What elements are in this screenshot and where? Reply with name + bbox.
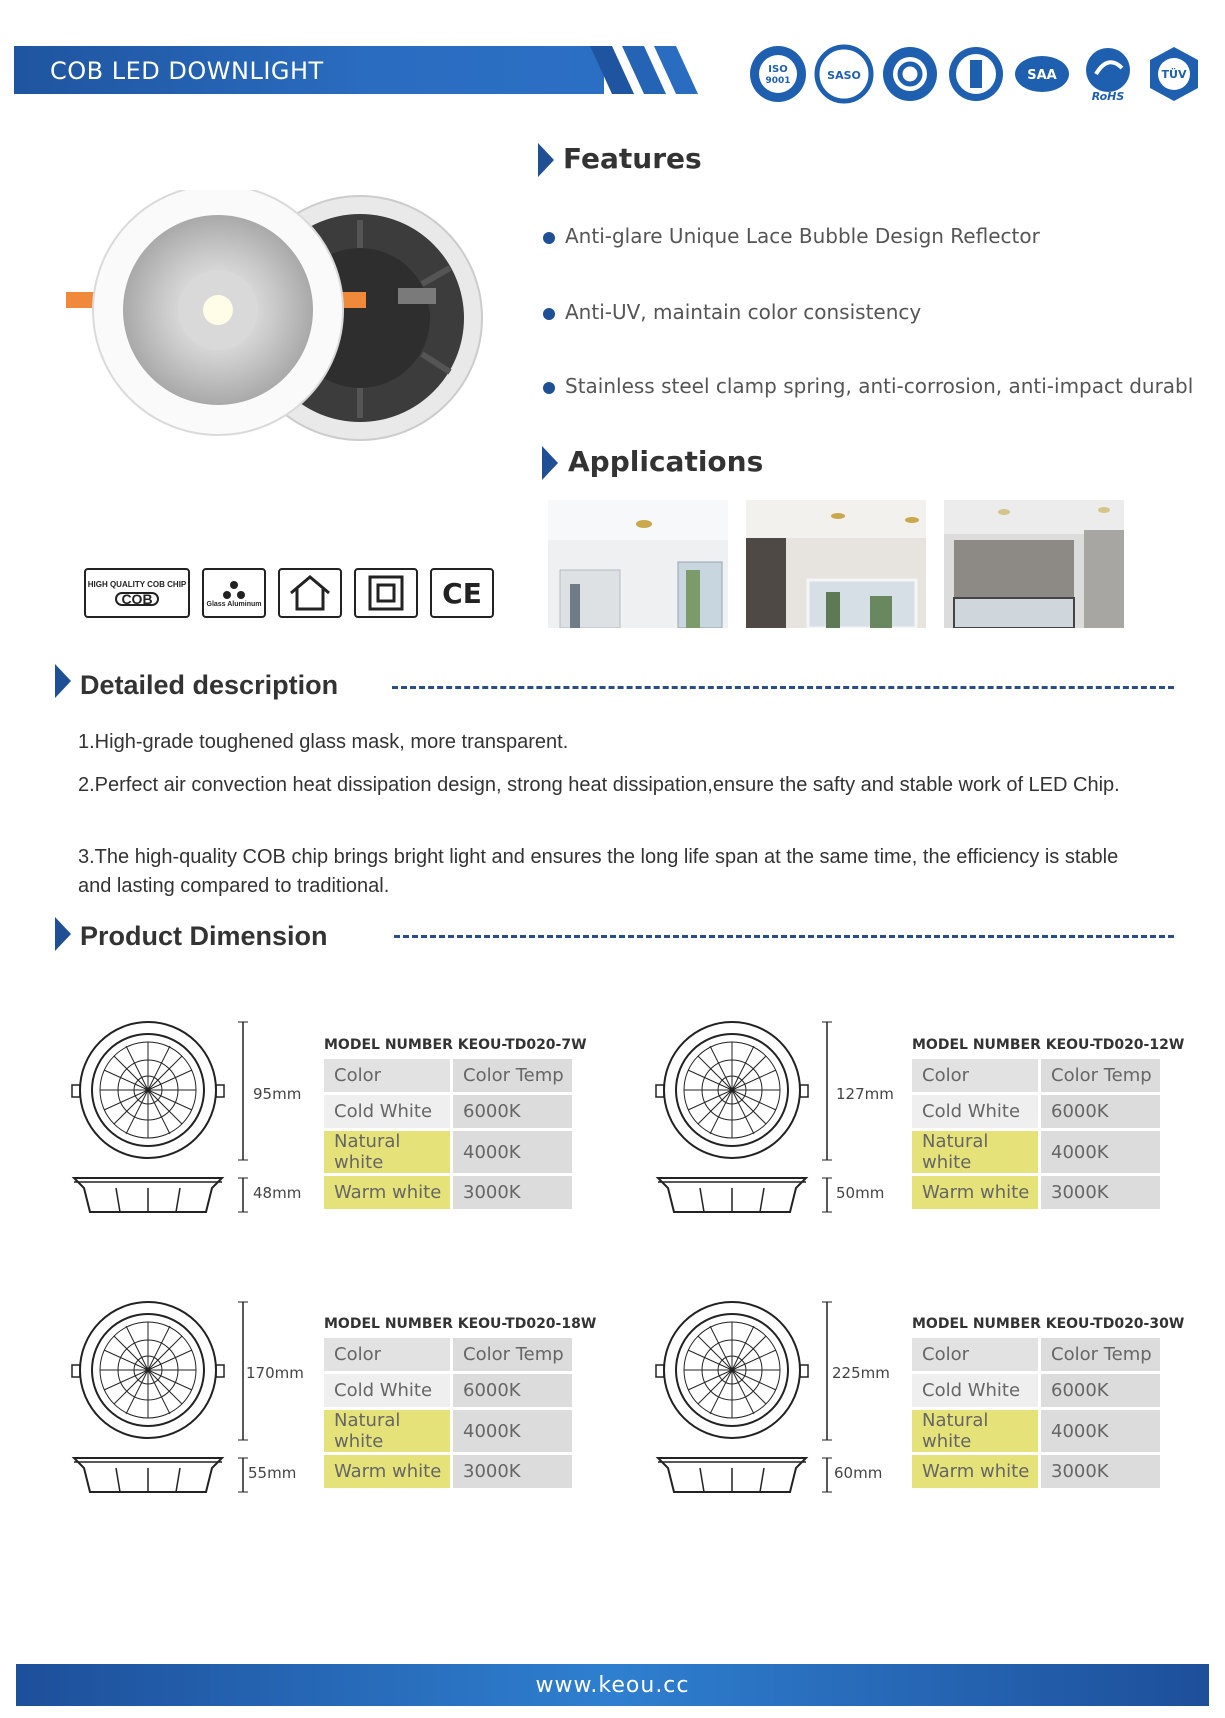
- downlight-drawing: [68, 1020, 248, 1220]
- bullet-icon: [543, 308, 555, 320]
- feature-item: Anti-UV, maintain color consistency: [543, 300, 921, 324]
- features-arrow-icon: [538, 143, 554, 177]
- svg-text:9001: 9001: [765, 76, 791, 86]
- dimension-arrows: [238, 1300, 248, 1500]
- height-label: 55mm: [248, 1464, 297, 1482]
- saa-icon: [1012, 44, 1072, 104]
- feature-item: Stainless steel clamp spring, anti-corrosion, anti-impact durabl: [543, 374, 1193, 398]
- model-number: MODEL NUMBER KEOU-TD020-30W: [912, 1316, 1185, 1332]
- description-item: 2.Perfect air convection heat dissipation design, strong heat dissipation,ensure the safty and stable work of LED Chip.: [78, 774, 1120, 796]
- description-item: 3.The high-quality COB chip brings bright light and ensures the long life span at the same time, the efficiency is stable and lasting compared to traditional.: [78, 846, 1119, 897]
- svg-text:ISO: ISO: [768, 64, 788, 75]
- height-label: 60mm: [834, 1464, 883, 1482]
- saso-icon: [814, 44, 874, 104]
- detailed-heading: Detailed description: [80, 670, 339, 700]
- dimension-arrows: [822, 1020, 832, 1220]
- double-insulation-icon: [354, 568, 418, 618]
- spec-table: Color Color Temp Cold White 6000K Natural white 4000K Warm white 3000K: [912, 1335, 1160, 1491]
- spec-table: Color Color Temp Cold White 6000K Natural white 4000K Warm white 3000K: [324, 1335, 572, 1491]
- application-photo: [746, 500, 926, 628]
- footer-banner: [16, 1664, 1209, 1706]
- section-divider: [394, 935, 1174, 938]
- website-link[interactable]: www.keou.cc: [535, 1672, 690, 1698]
- spec-table: Color Color Temp Cold White 6000K Natural white 4000K Warm white 3000K: [324, 1056, 572, 1212]
- bullet-icon: [543, 382, 555, 394]
- certification-logos: [748, 44, 1204, 104]
- diameter-label: 170mm: [246, 1364, 304, 1382]
- spec-table: Color Color Temp Cold White 6000K Natural white 4000K Warm white 3000K: [912, 1056, 1160, 1212]
- application-photos: [548, 500, 1124, 628]
- ce-mark-icon: CE: [430, 568, 494, 618]
- feature-icon-row: [84, 568, 494, 618]
- ccc-icon: [880, 44, 940, 104]
- svg-text:TÜV: TÜV: [1161, 68, 1187, 81]
- diameter-label: 127mm: [836, 1085, 894, 1103]
- height-label: 48mm: [253, 1184, 302, 1202]
- downlight-drawing: [68, 1300, 248, 1500]
- diameter-label: 225mm: [832, 1364, 890, 1382]
- dimension-arrow-icon: [55, 917, 71, 951]
- indoor-home-icon: [278, 568, 342, 618]
- diameter-label: 95mm: [253, 1085, 302, 1103]
- bullet-icon: [543, 232, 555, 244]
- height-label: 50mm: [836, 1184, 885, 1202]
- svg-text:SASO: SASO: [827, 69, 861, 82]
- application-photo: [548, 500, 728, 628]
- model-number: MODEL NUMBER KEOU-TD020-12W: [912, 1037, 1185, 1053]
- page-title: COB LED DOWNLIGHT: [50, 57, 324, 85]
- dimension-arrows: [822, 1300, 832, 1500]
- svg-text:SAA: SAA: [1027, 68, 1057, 83]
- cob-chip-icon: HIGH QUALITY COB CHIP COB: [84, 568, 190, 618]
- applications-heading: Applications: [568, 445, 764, 478]
- downlight-drawing: [652, 1020, 832, 1220]
- header-stripes-decoration: [590, 46, 720, 94]
- dimension-arrows: [238, 1020, 248, 1220]
- section-divider: [392, 686, 1174, 689]
- dimension-heading: Product Dimension: [80, 921, 328, 951]
- detailed-arrow-icon: [55, 664, 71, 698]
- rohs-icon: [1078, 44, 1138, 104]
- iso-9001-icon: [748, 44, 808, 104]
- feature-item: Anti-glare Unique Lace Bubble Design Reflector: [543, 224, 1040, 248]
- description-item: 1.High-grade toughened glass mask, more transparent.: [78, 731, 569, 753]
- model-number: MODEL NUMBER KEOU-TD020-18W: [324, 1316, 597, 1332]
- glass-aluminum-icon: Glass Aluminum: [202, 568, 266, 618]
- svg-text:RoHS: RoHS: [1091, 90, 1125, 103]
- downlight-drawing: [652, 1300, 832, 1500]
- applications-arrow-icon: [542, 446, 558, 480]
- cb-icon: [946, 44, 1006, 104]
- model-number: MODEL NUMBER KEOU-TD020-7W: [324, 1037, 587, 1053]
- tuv-icon: [1144, 44, 1204, 104]
- product-photo: [52, 190, 492, 480]
- features-heading: Features: [563, 142, 702, 175]
- application-photo: [944, 500, 1124, 628]
